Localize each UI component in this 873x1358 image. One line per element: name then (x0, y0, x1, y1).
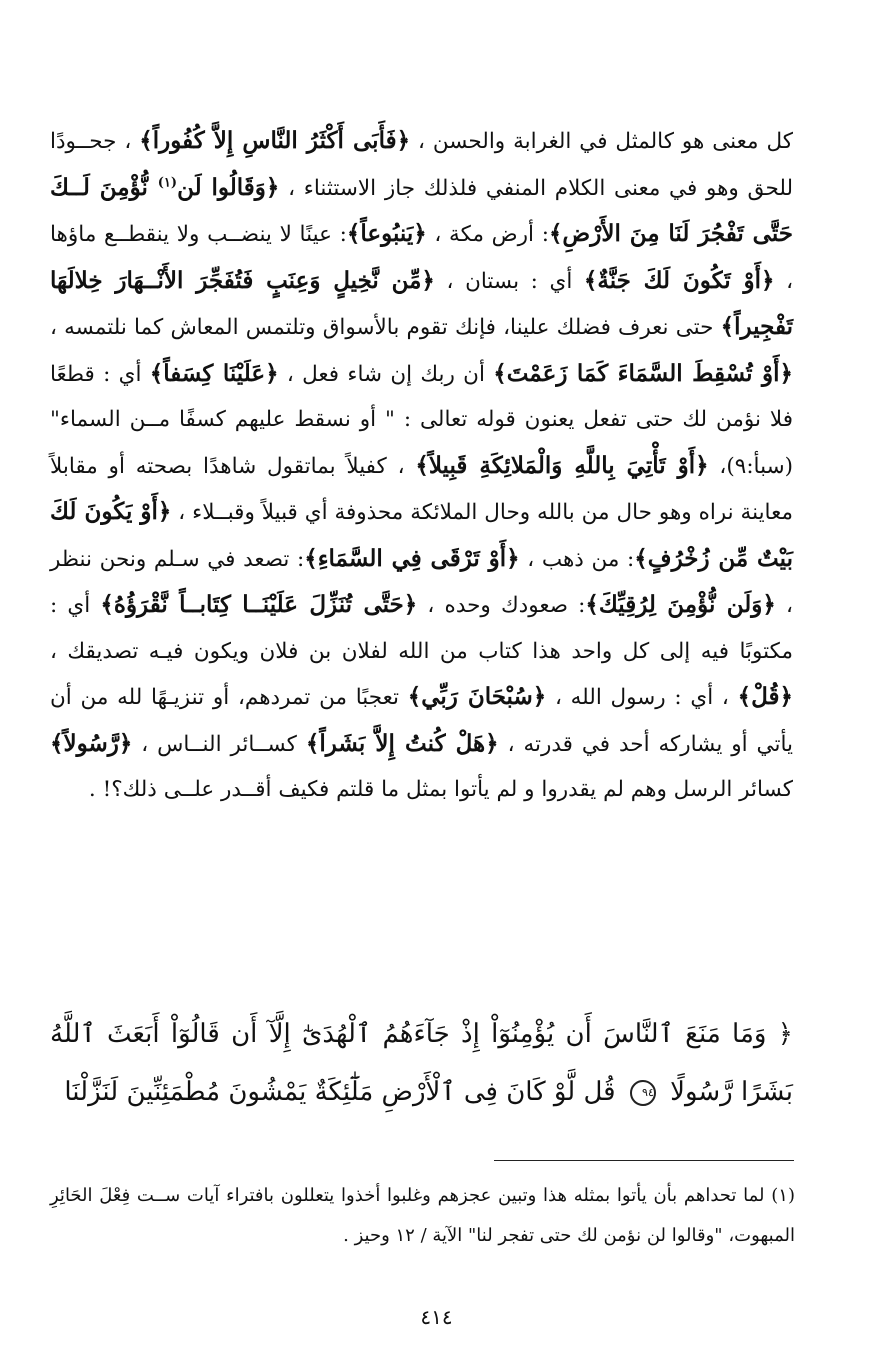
text-segment: : من ذهب ، (519, 546, 635, 572)
text-segment: كســائر النــاس ، (132, 731, 306, 757)
footnote-separator (494, 1160, 794, 1161)
quran-quote: ﴿عَلَيْنَا كِسَفاً﴾ (149, 359, 279, 387)
footnote-label: (١) (771, 1185, 795, 1206)
footnote-reference[interactable]: (١) (157, 174, 178, 190)
text-segment: : عينًا لا ينضــب ولا ينقطــع ماؤها ، (50, 222, 794, 294)
footnotes (50, 1176, 795, 1256)
quran-verse-block (50, 1005, 793, 1121)
text-segment: أي : قطعًا فلا نؤمن لك حتى تفعل يعنون قوله تعالى : " أو نسقط عليهم كسفًا مــن السماء" (سبأ:٩)، (50, 361, 793, 479)
commentary-body (50, 118, 793, 813)
quran-quote: ﴿وَلَن نُّؤْمِنَ لِرُقِيِّكَ﴾ (585, 591, 776, 618)
text-segment: كسائر الرسل وهم لم يقدروا و لم يأتوا بمثل ما قلتم فكيف أقــدر علــى ذلك؟! . (88, 777, 793, 802)
quran-quote-part: ﴿وَقَالُوا لَن (177, 173, 280, 201)
quran-quote: ﴿يَنبُوعاً﴾ (346, 220, 427, 247)
commentary-paragraph (50, 118, 793, 813)
text-segment: حتى نعرف فضلك علينا، فإنك تقوم بالأسواق وتلتمس المعاش كما نلتمسه ، (50, 315, 721, 340)
text-segment: كل معنى هو كالمثل في الغرابة والحسن ، (410, 129, 794, 154)
verse-text: قُل لَّوْ كَانَ فِى ٱلْأَرْضِ مَلَٰٓئِكَةٌ يَمْشُونَ مُطْمَئِنِّينَ لَنَزَّلْنَا (64, 1077, 616, 1107)
footnote-item (50, 1176, 795, 1256)
text-segment: ، جحــودًا للحق وهو في معنى الكلام المنفي فلذلك جاز الاستثناء ، (50, 129, 793, 201)
text-segment: ، أي : رسول الله ، (546, 685, 738, 710)
text-segment: ، كفيلاً بماتقول شاهدًا بصحته أو مقابلاً معاينة نراه وهو حال من بالله وحال الملائكة محذوفة أي قبيلاً وقبــلاء ، (50, 453, 793, 525)
quran-quote: ﴿أَوْ تَرْقَى فِي السَّمَاءِ﴾ (304, 544, 520, 572)
text-segment: : أرض مكة ، (426, 222, 549, 247)
quran-quote: ﴿رَّسُولاً﴾ (50, 729, 133, 757)
ayah-number-marker: ٩٤ (630, 1080, 656, 1106)
footnote-text: لما تحداهم بأن يأتوا بمثله هذا وتبين عجزهم وغلبوا أخذوا يتعللون بافتراء آيات ســت فِعْلَ الحَائِرِ المبهوت، "وقالوا لن نؤمن لك حتى تفجر لنا" الآية / ١٢ وحيز . (50, 1185, 795, 1246)
quran-quote: ﴿سُبْحَانَ رَبِّي﴾ (407, 683, 547, 710)
quran-quote: ﴿أَوْ تَأْتِيَ بِاللَّهِ وَالْمَلائِكَةِ قَبِيلاً﴾ (415, 451, 709, 479)
text-segment: : تصعد في سـلم ونحن ننظر ، (50, 546, 793, 618)
quran-quote: ﴿حَتَّى تُنَزِّلَ عَلَيْنَــا كِتَابــاً نَّقْرَؤُهُ﴾ (100, 591, 418, 618)
quran-quote: ﴿هَلْ كُنتُ إِلاَّ بَشَراً﴾ (305, 729, 499, 757)
text-segment: أن ربك إن شاء فعل ، (278, 361, 494, 387)
commentary-text (50, 118, 793, 813)
quran-quote: ﴿أَوْ تَكُونَ لَكَ جَنَّةٌ﴾ (583, 266, 775, 294)
text-segment: أي : بستان ، (434, 268, 584, 294)
verse-text: ﴿ وَمَا مَنَعَ ٱلنَّاسَ أَن يُؤْمِنُوٓاْ إِذْ جَآءَهُمُ ٱلْهُدَىٰٓ إِلَّآ أَن قَالُوٓاْ أَبَعَثَ ٱللَّهُ بَشَرًا رَّسُولًا (50, 1019, 793, 1107)
quran-quote: ﴿أَوْ تُسْقِطَ السَّمَاءَ كَمَا زَعَمْتَ﴾ (493, 359, 793, 387)
quran-quote: ﴿مِّن نَّخِيلٍ وَعِنَبٍ فَتُفَجِّرَ الأَنْــهَارَ خِلالَهَا تَفْجِيراً﴾ (50, 266, 793, 340)
quran-quote-part: نُّؤْمِنَ لَــكَ حَتَّى تَفْجُرَ لَنَا مِنَ الأَرْضِ﴾ (50, 173, 793, 247)
quran-quote: ﴿قُلْ﴾ (737, 683, 793, 710)
text-segment: أي : مكتوبًا فيه إلى كل واحد هذا كتاب من الله لفلان بن فلان ويكون فيـه تصديقك ، (50, 593, 793, 664)
quran-quote: ﴿فَأَبَى أَكْثَرُ النَّاسِ إِلاَّ كُفُوراً﴾ (139, 127, 411, 154)
text-segment: : صعودك وحده ، (417, 593, 586, 618)
text-segment: تعجبًا من تمردهم، أو تنزيـهًا لله من أن يأتي أو يشاركه أحد في قدرته ، (50, 685, 793, 757)
page-number: ٤١٤ (420, 1305, 453, 1329)
quran-quote: ﴿أَوْ يَكُونَ لَكَ بَيْتٌ مِّن زُخْرُفٍ﴾ (50, 498, 793, 572)
